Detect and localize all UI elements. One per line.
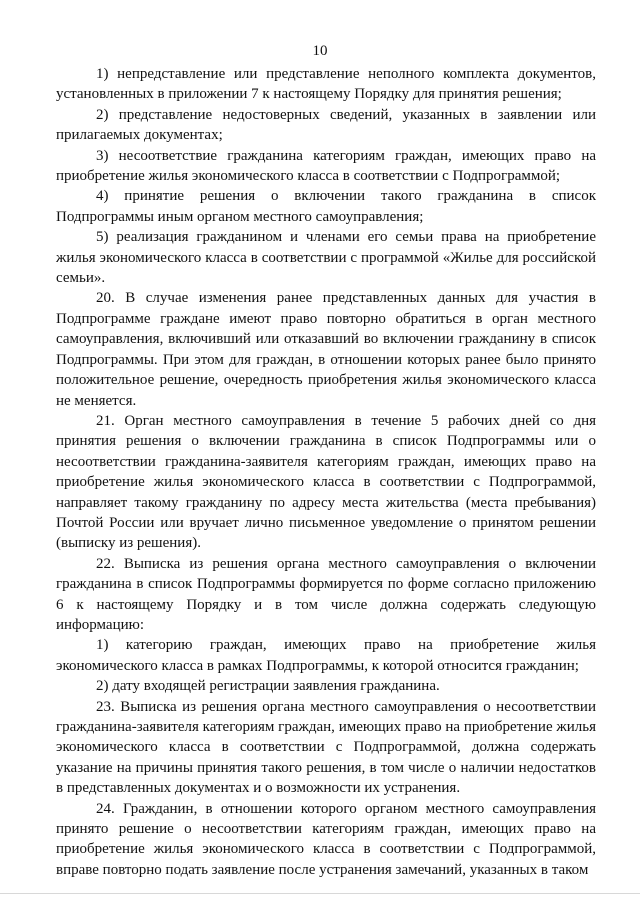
paragraph-item-3: 3) несоответствие гражданина категориям граждан, имеющих право на приобретение жилья экономического класса в соответствии с Подпрограммой; [56, 147, 596, 185]
paragraph-item-5: 5) реализация гражданином и членами его семьи права на приобретение жилья экономического класса в соответствии с программой «Жилье для российской семьи». [56, 229, 596, 287]
page-number: 10 [312, 43, 328, 59]
paragraph-clause-24: 24. Гражданин, в отношении которого органом местного самоуправления принято решение о несоответствии категориям граждан, имеющих право на приобретение жилья экономического класса в соответствии с Подпрограммой, вправе повторно подать заявление после устранения замечаний, указанных в таком [56, 800, 596, 878]
paragraph-clause-22: 22. Выписка из решения органа местного самоуправления о включении гражданина в список Подпрограммы формируется по форме согласно приложению 6 к настоящему Порядку и в том числе должна содержать следующую информацию: [56, 555, 596, 633]
paragraph-clause-22-item-1: 1) категорию граждан, имеющих право на приобретение жилья экономического класса в рамках Подпрограммы, к которой относится гражданин; [56, 637, 596, 674]
paragraph-clause-21: 21. Орган местного самоуправления в течение 5 рабочих дней со дня принятия решения о включении гражданина в список Подпрограммы или о несоответствии гражданина-заявителя категориям граждан, имеющих право на приобретение жилья экономического класса в соответствии с Подпрограммой, направляет такому гражданину по адресу места жительства (места пребывания) Почтой России или вручает лично письменное уведомление о принятом решении (выписку из решения). [56, 412, 596, 552]
paragraph-item-4: 4) принятие решения о включении такого гражданина в список Подпрограммы иным органом местного самоуправления; [56, 188, 596, 225]
page-bottom-edge [0, 893, 640, 894]
document-body [56, 64, 596, 880]
paragraph-clause-23: 23. Выписка из решения органа местного самоуправления о несоответствии гражданина-заявителя категориям граждан, имеющих право на приобретение жилья экономического класса в соответствии с Подпрограммой, должна содержать указание на причины принятия такого решения, в том числе о наличии недостатков в представленных документах и о возможности их устранения. [56, 698, 596, 797]
paragraph-clause-22-item-2: 2) дату входящей регистрации заявления гражданина. [96, 678, 440, 695]
paragraph-clause-20: 20. В случае изменения ранее представленных данных для участия в Подпрограмме граждане имеют право повторно обратиться в орган местного самоуправления, включивший или отказавший во включении гражданину в список Подпрограммы. При этом для граждан, в отношении которых ранее было принято положительное решение, очередность приобретения жилья экономического класса не меняется. [56, 290, 596, 409]
paragraph-item-1: 1) непредставление или представление неполного комплекта документов, установленных в приложении 7 к настоящему Порядку для принятия решения; [56, 66, 596, 103]
paragraph-item-2: 2) представление недостоверных сведений, указанных в заявлении или прилагаемых документах; [56, 106, 596, 144]
